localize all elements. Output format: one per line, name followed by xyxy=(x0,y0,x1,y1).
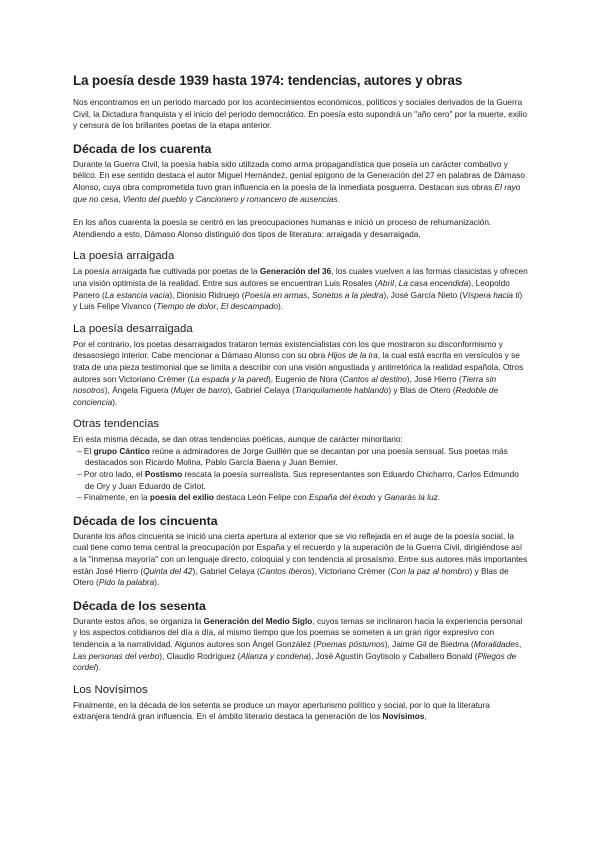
subsection-heading-desarraigada: La poesía desarraigada xyxy=(73,322,193,335)
subsection-heading-otras: Otras tendencias xyxy=(73,418,160,431)
desarraigada-paragraph: Por el contrario, los poetas desarraigados trataron temas existencialistas con los que mostraron su disconformismo y desasosiego interior. Cabe mencionar a Dámaso Alonso con su obra Hijos de la ira, la cual está escrita en versículos y se trata de una pieza testimonial que se limita a describir con una visión angustiada y antirretórica la realidad española. Otros autores son Victoriano Crémer (La espada y la pared), Eugenio de Nora (Cantos al destino), José Hierro (Tierra sin nosotros), Ángela Figuera (Mujer de barro), Gabriel Celaya (Tranquilamente hablando) y Blas de Otero (Redoble de conciencia). xyxy=(73,338,524,407)
cuarenta-paragraph-2: En los años cuarenta la poesía se centró en las preocupaciones humanas e inició un proceso de rehumanización. Atendiendo a esto, Dámaso Alonso distinguió dos tipos de literatura: arraigada y desarraigada. xyxy=(73,217,492,239)
list-item: – Por otro lado, el Postismo rescata la poesía surrealista. Sus representantes son Eduardo Chicharro, Carlos Edmundo de Ory y Juan Eduardo de Cirlot. xyxy=(77,469,519,491)
arraigada-paragraph: La poesía arraigada fue cultivada por poetas de la Generación del 36, los cuales vuelven a las formas clasicistas y ofrecen una visión optimista de la realidad. Entre sus autores se encuentran Luis Rosales (Abril, La casa encendida), Leopoldo Panero (La estancia vacía), Dionisio Ridruejo (Poesía en armas, Sonetos a la piedra), José García Nieto (Víspera hacia ti) y Luis Felipe Vivanco (Tiempo de dolor, El descampado). xyxy=(73,266,528,312)
cincuenta-paragraph: Durante los años cincuenta se inició una cierta apertura al exterior que se vio reflejada en el auge de la poesía social, la cual tiene como tema central la preocupación por España y el recuerdo y la superación de la Guerra Civil, dirigiéndose así a la "inmensa mayoría" con un lenguaje directo, coloquial y con tendencia al prosaísmo. Entre sus autores más importantes están José Hierro (Quinta del 42), Gabriel Celaya (Cantos íberos), Victoriano Crémer (Con la paz al hombro) y Blas de Otero (Pido la palabra). xyxy=(73,530,528,588)
sesenta-paragraph: Durante estos años, se organiza la Generación del Medio Siglo, cuyos temas se inclinaron hacia la experiencia personal y los aspectos cotidianos del día a día, al mismo tiempo que los poemas se someten a un gran rigor expresivo con tendencia a la narratividad. Algunos autores son Ángel González (Poemas póstumos), Jaime Gil de Biedma (Moralidades, Las personas del verbo), Claudio Rodríguez (Alianza y condena), José Agustín Goytisolo y Caballero Bonald (Pliegos de cordel). xyxy=(73,615,523,673)
subsection-heading-arraigada: La poesía arraigada xyxy=(73,250,175,263)
list-item: – Finalmente, en la poesía del exilio destaca León Felipe con España del éxodo y Ganarás la luz. xyxy=(77,492,441,503)
list-item: – El grupo Cántico reúne a admiradores de Jorge Guillén que se decantan por una poesía sensual. Sus poetas más destacados son Ricardo Molina, Pablo García Baena y Juan Bernier. xyxy=(77,445,508,468)
section-heading-cuarenta: Década de los cuarenta xyxy=(73,141,212,156)
subsection-heading-novisimos: Los Novísimos xyxy=(73,683,148,696)
section-heading-sesenta: Década de los sesenta xyxy=(73,598,206,613)
intro-paragraph: Nos encontramos en un periodo marcado por los acontecimientos económicos, políticos y sociales derivados de la Guerra Civil, la Dictadura franquista y el inicio del periodo democrático. En poesía esto supondrá un "año cero" por la muerte, exilio y censura de los brillantes poetas de la etapa anterior. xyxy=(73,97,528,131)
otras-intro: En esta misma década, se dan otras tendencias poéticas, aunque de carácter minoritario: xyxy=(73,434,403,445)
document-title: La poesía desde 1939 hasta 1974: tendencias, autores y obras xyxy=(73,73,463,88)
novisimos-paragraph: Finalmente, en la década de los setenta se produce un mayor aperturismo político y social, por lo que la literatura extranjera tendrá gran influencia. En el ámbito literario destaca la generación de los Novísimos, xyxy=(73,699,490,722)
otras-list xyxy=(73,446,528,504)
cuarenta-paragraph-1: Durante la Guerra Civil, la poesía había sido utilizada como arma propagandística que poseía un carácter combativo y bélico. En ese sentido destaca el autor Miguel Hernández, genial epígono de la Generación del 27 en palabras de Dámaso Alonso, cuya obra comprometida tuvo gran influencia en la poesía de la inmediata posguerra. Destacan sus obras El rayo que no cesa, Viento del pueblo y Cancionero y romancero de ausencias. xyxy=(73,158,526,204)
section-heading-cincuenta: Década de los cincuenta xyxy=(73,513,218,528)
